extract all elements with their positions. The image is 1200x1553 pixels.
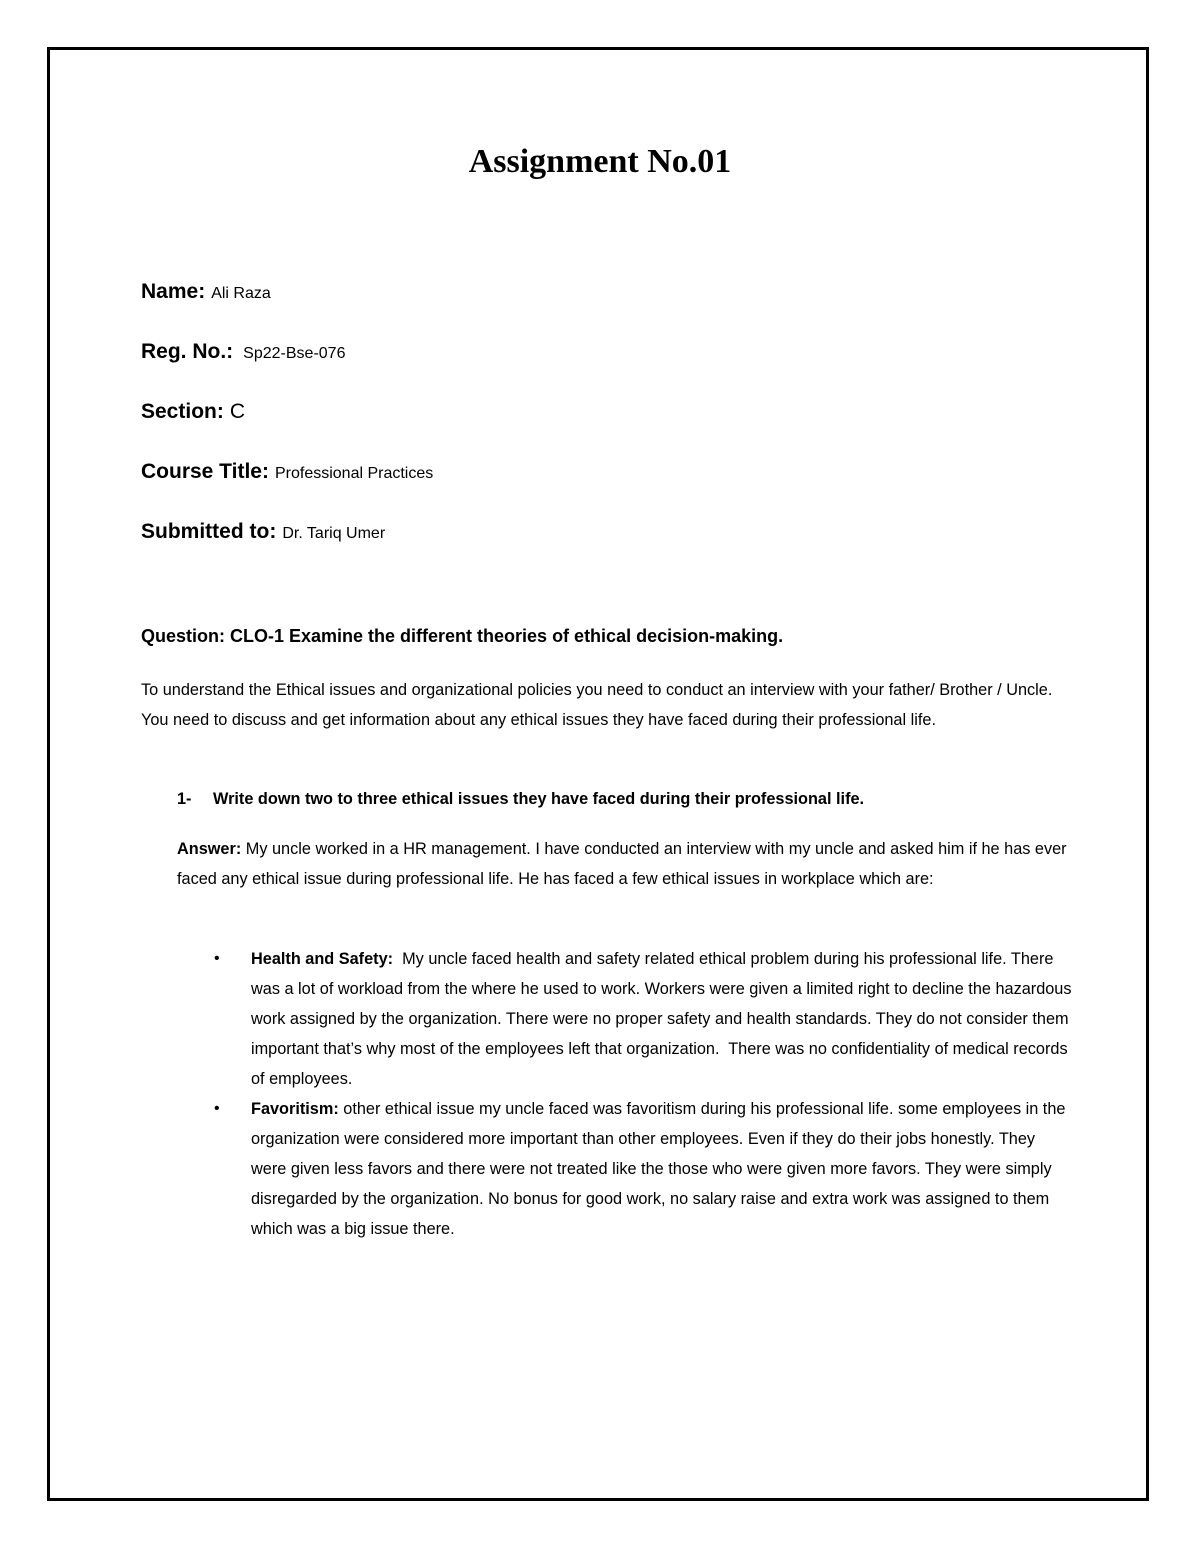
- student-info: [141, 276, 1041, 576]
- page-border: [47, 47, 1149, 1501]
- bullet-text: [251, 944, 1077, 1094]
- bullet-label: Health and Safety:: [251, 950, 394, 968]
- info-row-course: [141, 456, 1041, 516]
- bullet-icon: •: [214, 1100, 220, 1117]
- answer-text: My uncle worked in a HR management. I have conducted an interview with my uncle and asked him if he has ever faced any ethical issue during professional life. He has faced a few ethical issues in workplace which are:: [177, 840, 1067, 888]
- name-label: Name:: [141, 280, 206, 303]
- bullet-body: other ethical issue my uncle faced was favoritism during his professional life. some employees in the organization were considered more important than other employees. Even if they do their jobs honestly. They were given less favors and there were not treated like the those who were given more favors. They were simply disregarded by the organization. No bonus for good work, no salary raise and extra work was assigned to them which was a big issue there.: [251, 1100, 1066, 1238]
- task-item: [177, 785, 1077, 813]
- info-row-submitted: [141, 516, 1041, 576]
- info-row-section: [141, 396, 1041, 456]
- answer-label: Answer:: [177, 840, 242, 858]
- task-text: Write down two to three ethical issues they have faced during their professional life.: [213, 790, 865, 808]
- info-row-reg: [141, 336, 1041, 396]
- name-value: Ali Raza: [211, 285, 271, 302]
- question-heading: Question: CLO-1 Examine the different theories of ethical decision-making.: [141, 626, 784, 646]
- issues-list: [214, 944, 1077, 1244]
- document-title: Assignment No.01: [468, 143, 732, 180]
- submitted-value: Dr. Tariq Umer: [282, 525, 386, 542]
- bullet-body: My uncle faced health and safety related ethical problem during his professional life. There was a lot of workload from the where he used to work. Workers were given a limited right to decline the hazardous work assigned by the organization. There were no proper safety and health standards. They do not consider them important that’s why most of the employees left that organization. There was no confidentiality of medical records of employees.: [251, 950, 1077, 1088]
- course-label: Course Title:: [141, 460, 269, 483]
- task-number: 1-: [177, 790, 192, 808]
- section-value: C: [229, 400, 246, 423]
- list-item: [214, 944, 1077, 1094]
- intro-paragraph: To understand the Ethical issues and organizational policies you need to conduct an interview with your father/ Brother / Uncle. You need to discuss and get information about any ethical issues they have faced during their professional life.: [141, 681, 1053, 729]
- reg-label: Reg. No.:: [141, 340, 234, 363]
- answer-paragraph: [177, 834, 1067, 894]
- course-value: Professional Practices: [274, 465, 434, 482]
- bullet-label: Favoritism:: [251, 1100, 339, 1118]
- section-label: Section:: [141, 400, 224, 423]
- submitted-label: Submitted to:: [141, 520, 277, 543]
- info-row-name: [141, 276, 1041, 336]
- list-item: [214, 1094, 1074, 1244]
- reg-value: Sp22-Bse-076: [243, 345, 346, 362]
- bullet-text: [251, 1094, 1074, 1244]
- bullet-icon: •: [214, 950, 220, 967]
